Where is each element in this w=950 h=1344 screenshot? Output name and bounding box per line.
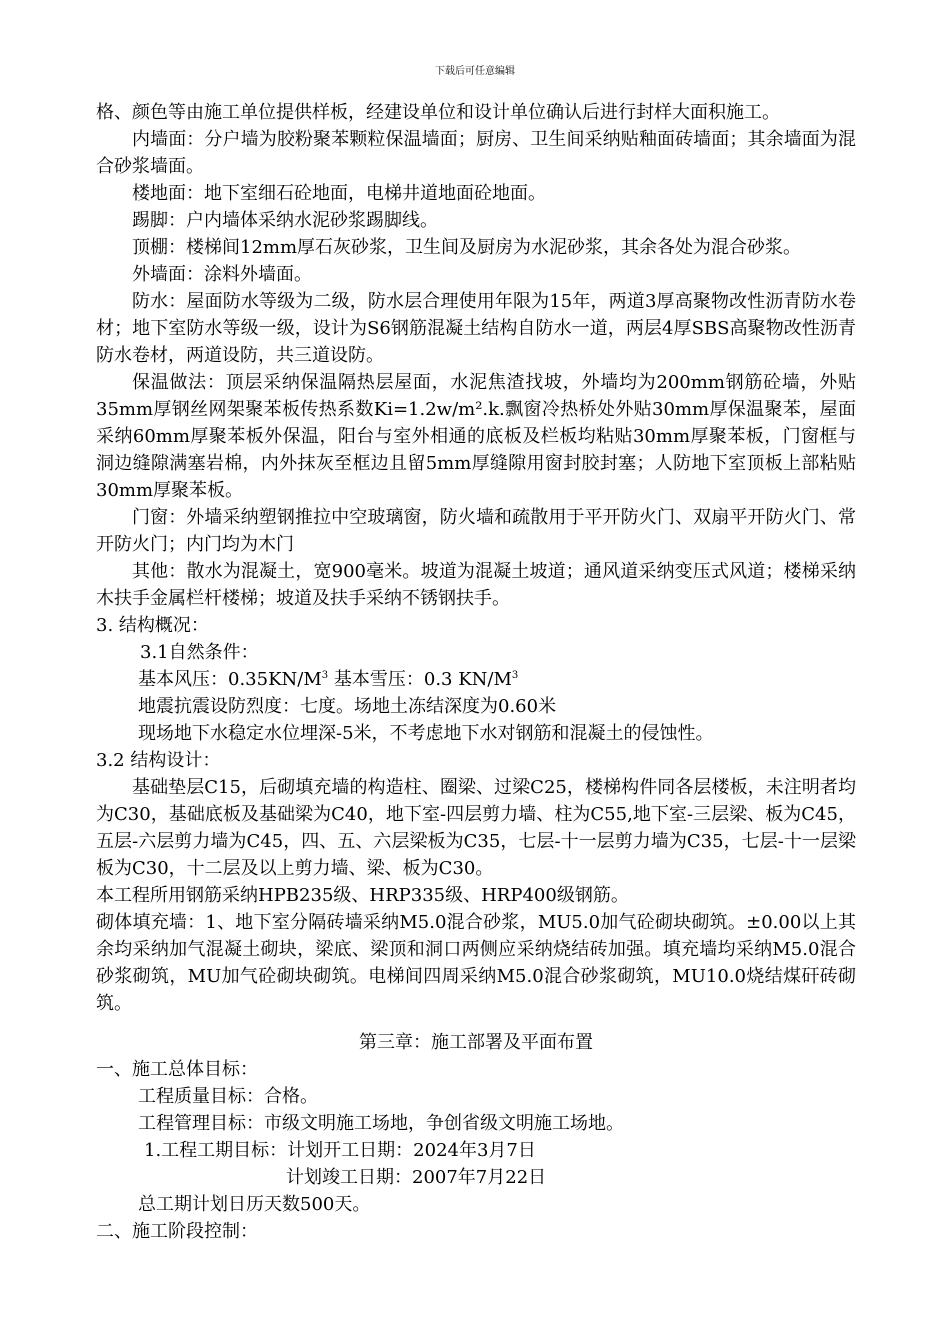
paragraph-other: 其他：散水为混凝土，宽900毫米。坡道为混凝土坡道；通风道采纳变压式风道；楼梯采纳木扶手金属栏杆楼梯；坡道及扶手采纳不锈钢扶手。 bbox=[96, 561, 856, 609]
paragraph-masonry: 砌体填充墙：1、地下室分隔砖墙采纳M5.0混合砂浆，MU5.0加气砼砌块砌筑。±0.00以上其余均采纳加气混凝土砌块，梁底、梁顶和洞口两侧应采纳烧结砖加强。填充墙均采纳M5.0混合砂浆砌筑，MU加气砼砌块砌筑。电梯间四周采纳M5.0混合砂浆砌筑，MU10.0烧结煤矸砖砌筑。 bbox=[96, 912, 856, 1014]
subsection-natural-conditions: 3.1自然条件： bbox=[140, 642, 259, 663]
paragraph-groundwater: 现场地下水稳定水位埋深-5米，不考虑地下水对钢筋和混凝土的侵蚀性。 bbox=[138, 723, 714, 744]
paragraph-concrete-grades: 基础垫层C15，后砌填充墙的构造柱、圈梁、过梁C25，楼梯构件同各层楼板，未注明者均为C30，基础底板及基础梁为C40，地下室-四层剪力墙、柱为C55,地下室-三层梁、板为C45，五层-六层剪力墙为C45，四、五、六层梁板为C35，七层-十一层剪力墙为C35，七层-十一层梁板为C30，十二层及以上剪力墙、梁、板为C30。 bbox=[96, 777, 856, 879]
paragraph-doors-windows: 门窗：外墙采纳塑钢推拉中空玻璃窗，防火墙和疏散用于平开防火门、双扇平开防火门、常开防火门；内门均为木门 bbox=[96, 507, 856, 555]
paragraph-rebar: 本工程所用钢筋采纳HPB235级、HRP335级、HRP400级钢筋。 bbox=[96, 885, 629, 906]
wind-unit-exponent: 3 bbox=[321, 670, 329, 681]
paragraph-seismic: 地震抗震设防烈度：七度。场地土冻结深度为0.60米 bbox=[138, 696, 557, 717]
snow-pressure: 基本雪压：0.3 KN/M bbox=[328, 669, 512, 690]
page-header: 下载后可任意编辑 bbox=[435, 66, 515, 77]
document-body bbox=[96, 99, 856, 1245]
paragraph-skirting: 踢脚：户内墙体采纳水泥砂浆踢脚线。 bbox=[132, 210, 438, 231]
paragraph-total-duration: 总工期计划日历天数500天。 bbox=[138, 1194, 371, 1215]
chapter-title: 第三章：施工部署及平面布置 bbox=[359, 1032, 593, 1053]
paragraph-interior-walls: 内墙面：分户墙为胶粉聚苯颗粒保温墙面；厨房、卫生间采纳贴釉面砖墙面；其余墙面为混合砂浆墙面。 bbox=[96, 129, 856, 177]
paragraph-wind-snow bbox=[96, 666, 856, 693]
paragraph-schedule-start: 1.工程工期目标：计划开工日期：2024年3月7日 bbox=[144, 1140, 536, 1161]
paragraph-exterior-walls: 外墙面：涂料外墙面。 bbox=[132, 264, 312, 285]
paragraph-ceiling: 顶棚：楼梯间12mm厚石灰砂浆，卫生间及厨房为水泥砂浆，其余各处为混合砂浆。 bbox=[132, 237, 802, 258]
paragraph-quality-goal: 工程质量目标：合格。 bbox=[138, 1086, 318, 1107]
paragraph-waterproofing: 防水：屋面防水等级为二级，防水层合理使用年限为15年，两道3厚高聚物改性沥青防水卷材；地下室防水等级一级，设计为S6钢筋混凝土结构自防水一道，两层4厚SBS高聚物改性沥青防水卷材，两道设防，共三道设防。 bbox=[96, 291, 856, 366]
subsection-structural-design: 3.2 结构设计： bbox=[96, 750, 221, 771]
wind-pressure: 基本风压：0.35KN/M bbox=[138, 669, 322, 690]
paragraph-facade-continuation: 格、颜色等由施工单位提供样板，经建设单位和设计单位确认后进行封样大面积施工。 bbox=[96, 102, 780, 123]
paragraph-management-goal: 工程管理目标：市级文明施工场地，争创省级文明施工场地。 bbox=[138, 1113, 624, 1134]
section-heading-overall-goals: 一、施工总体目标： bbox=[96, 1059, 258, 1080]
paragraph-schedule-end: 计划竣工日期：2007年7月22日 bbox=[286, 1167, 547, 1188]
paragraph-insulation: 保温做法：顶层采纳保温隔热层屋面，水泥焦渣找坡，外墙均为200mm钢筋砼墙，外贴35mm厚钢丝网架聚苯板传热系数Ki=1.2w/m².k.飘窗冷热桥处外贴30mm厚保温聚苯，屋面采纳60mm厚聚苯板外保温，阳台与室外相通的底板及栏板均粘贴30mm厚聚苯板，门窗框与洞边缝隙满塞岩棉，内外抹灰至框边且留5mm厚缝隙用窗封胶封塞；人防地下室顶板上部粘贴30mm厚聚苯板。 bbox=[96, 372, 856, 501]
snow-unit-exponent: 3 bbox=[511, 670, 519, 681]
section-heading-phase-control: 二、施工阶段控制： bbox=[96, 1221, 258, 1242]
section-heading-structure: 3. 结构概况： bbox=[96, 615, 209, 636]
paragraph-floors: 楼地面：地下室细石砼地面，电梯井道地面砼地面。 bbox=[132, 183, 546, 204]
